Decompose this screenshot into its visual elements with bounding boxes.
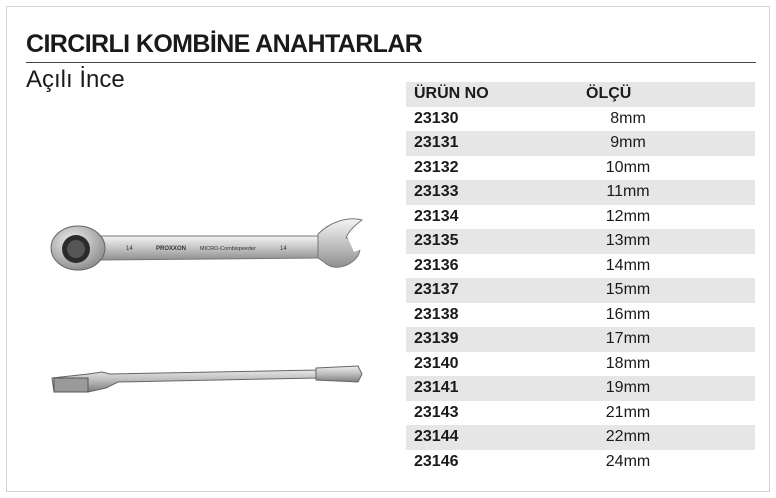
product-number: 23134 [414,207,459,225]
table-row [406,376,755,401]
header-product-no: ÜRÜN NO [414,85,489,103]
product-number: 23135 [414,232,459,250]
table-row [406,450,755,475]
product-size: 9mm [610,134,646,152]
product-size: 10mm [605,158,651,176]
product-number: 23144 [414,428,459,446]
product-size: 21mm [605,403,651,421]
product-size: 13mm [605,232,651,250]
product-size: 19mm [605,379,651,397]
header-size: ÖLÇÜ [586,85,632,103]
product-size: 15mm [605,281,651,299]
table-row [406,352,755,377]
wrench-model: MICRO-Combispeeder [200,246,256,252]
table-row [406,303,755,328]
product-size: 22mm [605,428,651,446]
product-size: 14mm [605,256,651,274]
product-number: 23131 [414,134,459,152]
product-table [406,82,755,474]
product-size: 17mm [605,330,651,348]
product-size: 18mm [605,354,651,372]
page-subtitle: Açılı İnce [26,66,125,93]
table-row [406,278,755,303]
product-size: 12mm [605,207,651,225]
page-title: CIRCIRLI KOMBİNE ANAHTARLAR [26,30,423,58]
table-row [406,327,755,352]
wrench-top-view-image [48,212,378,292]
product-number: 23132 [414,158,459,176]
table-row [406,401,755,426]
table-header-row [406,82,755,107]
table-row [406,425,755,450]
table-row [406,254,755,279]
product-number: 23143 [414,403,459,421]
product-number: 23146 [414,452,459,470]
product-number: 23136 [414,256,459,274]
table-row [406,107,755,132]
wrench-brand: PROXXON [156,246,187,252]
table-row [406,156,755,181]
wrench-size-left: 14 [126,246,133,252]
wrench-size-right: 14 [280,246,287,252]
product-size: 8mm [610,109,646,127]
table-row [406,229,755,254]
product-number: 23137 [414,281,459,299]
product-number: 23130 [414,109,459,127]
product-size: 11mm [606,183,650,201]
table-row [406,180,755,205]
product-number: 23139 [414,330,459,348]
product-number: 23138 [414,305,459,323]
title-divider [26,62,756,63]
wrench-side-view-image [48,362,368,402]
product-size: 16mm [605,305,651,323]
product-size: 24mm [605,452,651,470]
table-row [406,205,755,230]
product-number: 23140 [414,354,459,372]
table-row [406,131,755,156]
product-number: 23133 [414,183,459,201]
product-number: 23141 [414,379,459,397]
